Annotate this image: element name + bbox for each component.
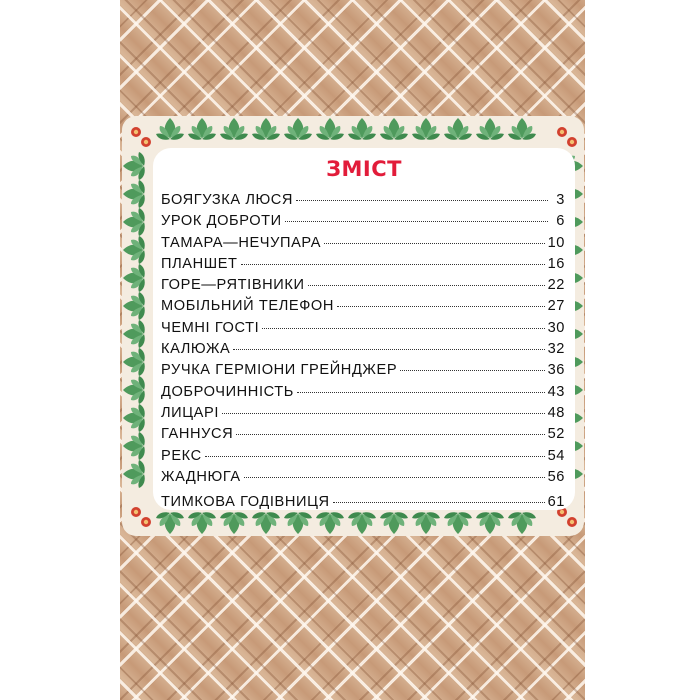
- leaf-motif-top: [380, 118, 408, 140]
- toc-entry-page: 10: [547, 234, 565, 251]
- toc-entry[interactable]: [161, 192, 565, 213]
- leaf-motif-left: [123, 264, 145, 292]
- leaf-motif-top: [188, 118, 216, 140]
- dot-leader: [333, 502, 545, 503]
- toc-entry[interactable]: [161, 362, 565, 383]
- toc-entry-page: 16: [547, 255, 565, 272]
- toc-entry-title: РЕКС: [161, 447, 202, 464]
- leaf-motif-bottom: [284, 512, 312, 534]
- contents-panel: [153, 148, 575, 510]
- leaf-motif-bottom: [380, 512, 408, 534]
- toc-entry-title: ТАМАРА—НЕЧУПАРА: [161, 234, 322, 251]
- toc-entry-title: БОЯГУЗКА ЛЮСЯ: [161, 192, 293, 208]
- leaf-motif-top: [156, 118, 184, 140]
- dot-leader: [296, 200, 548, 201]
- toc-entry-title: ГАННУСЯ: [161, 426, 234, 443]
- leaf-motif-left: [123, 152, 145, 180]
- toc-entry-title: УРОК ДОБРОТИ: [161, 213, 282, 230]
- toc-entry[interactable]: [161, 277, 565, 298]
- toc-entry[interactable]: [161, 469, 565, 490]
- toc-entry[interactable]: [161, 235, 565, 256]
- toc-entry[interactable]: [161, 298, 565, 319]
- dot-leader: [236, 434, 544, 435]
- dot-leader: [400, 370, 544, 371]
- toc-entry-page: 30: [547, 319, 565, 336]
- toc-entry-title: МОБІЛЬНИЙ ТЕЛЕФОН: [161, 298, 335, 315]
- toc-entry-title: ДОБРОЧИННІСТЬ: [161, 383, 294, 400]
- toc-entry-title: РУЧКА ГЕРМІОНИ ГРЕЙНДЖЕР: [161, 362, 398, 379]
- leaf-motif-left: [123, 236, 145, 264]
- leaf-motif-top: [220, 118, 248, 140]
- toc-entry-page: 22: [547, 277, 565, 294]
- toc-entry-title: ЧЕМНІ ГОСТІ: [161, 319, 260, 336]
- leaf-motif-top: [284, 118, 312, 140]
- dot-leader: [205, 456, 545, 457]
- toc-entry-title: ТИМКОВА ГОДІВНИЦЯ: [161, 494, 330, 511]
- leaf-motif-bottom: [252, 512, 280, 534]
- dot-leader: [241, 264, 545, 265]
- leaf-motif-bottom: [316, 512, 344, 534]
- contents-heading: ЗМІСТ: [326, 157, 402, 181]
- corner-flower: [567, 137, 577, 147]
- leaf-motif-top: [508, 118, 536, 140]
- toc-entry-page: 43: [547, 383, 565, 400]
- dot-leader: [262, 328, 544, 329]
- dot-leader: [308, 285, 545, 286]
- leaf-motif-bottom: [348, 512, 376, 534]
- toc-entry-page: 6: [556, 213, 565, 230]
- leaf-motif-left: [123, 432, 145, 460]
- dot-leader: [324, 243, 544, 244]
- toc-entry[interactable]: [161, 448, 565, 469]
- toc-entry[interactable]: [161, 384, 565, 405]
- toc-entry[interactable]: [161, 494, 565, 515]
- leaf-motif-top: [476, 118, 504, 140]
- leaf-motif-bottom: [188, 512, 216, 534]
- toc-entry[interactable]: [161, 426, 565, 447]
- toc-entry[interactable]: [161, 256, 565, 277]
- leaf-motif-bottom: [508, 512, 536, 534]
- leaf-motif-bottom: [220, 512, 248, 534]
- leaf-motif-top: [412, 118, 440, 140]
- corner-flower: [131, 507, 141, 517]
- toc-entry-page: 32: [547, 341, 565, 358]
- leaf-motif-bottom: [412, 512, 440, 534]
- toc-entry-title: ЛИЦАРІ: [161, 404, 219, 421]
- corner-flower: [141, 517, 151, 527]
- leaf-motif-left: [123, 292, 145, 320]
- leaf-motif-bottom: [476, 512, 504, 534]
- toc-entry-page: 3: [556, 192, 565, 208]
- toc-entry[interactable]: [161, 341, 565, 362]
- toc-entry-title: КАЛЮЖА: [161, 341, 231, 358]
- dot-leader: [285, 221, 548, 222]
- toc-entry-page: 52: [547, 426, 565, 443]
- corner-flower: [141, 137, 151, 147]
- table-of-contents: [161, 192, 565, 515]
- leaf-motif-left: [123, 460, 145, 488]
- toc-entry-title: ЖАДНЮГА: [161, 468, 241, 485]
- dot-leader: [233, 349, 544, 350]
- toc-entry-page: 54: [547, 447, 565, 464]
- leaf-motif-left: [123, 180, 145, 208]
- toc-entry-page: 56: [547, 468, 565, 485]
- dot-leader: [244, 477, 545, 478]
- leaf-motif-left: [123, 320, 145, 348]
- leaf-motif-top: [348, 118, 376, 140]
- leaf-motif-left: [123, 376, 145, 404]
- leaf-motif-left: [123, 348, 145, 376]
- leaf-motif-top: [444, 118, 472, 140]
- dot-leader: [222, 413, 545, 414]
- leaf-motif-bottom: [156, 512, 184, 534]
- dot-leader: [297, 392, 545, 393]
- toc-entry-page: 48: [547, 404, 565, 421]
- toc-entry-title: ГОРЕ—РЯТІВНИКИ: [161, 277, 305, 294]
- toc-entry-page: 61: [547, 494, 565, 511]
- leaf-motif-bottom: [444, 512, 472, 534]
- toc-entry-title: ПЛАНШЕТ: [161, 255, 238, 272]
- leaf-motif-top: [316, 118, 344, 140]
- toc-entry-page: 36: [547, 362, 565, 379]
- toc-entry-page: 27: [547, 298, 565, 315]
- leaf-motif-left: [123, 404, 145, 432]
- toc-entry[interactable]: [161, 213, 565, 234]
- leaf-motif-left: [123, 208, 145, 236]
- corner-flower: [131, 127, 141, 137]
- toc-entry[interactable]: [161, 405, 565, 426]
- corner-flower: [567, 517, 577, 527]
- corner-flower: [557, 127, 567, 137]
- dot-leader: [337, 306, 545, 307]
- toc-entry[interactable]: [161, 320, 565, 341]
- leaf-motif-top: [252, 118, 280, 140]
